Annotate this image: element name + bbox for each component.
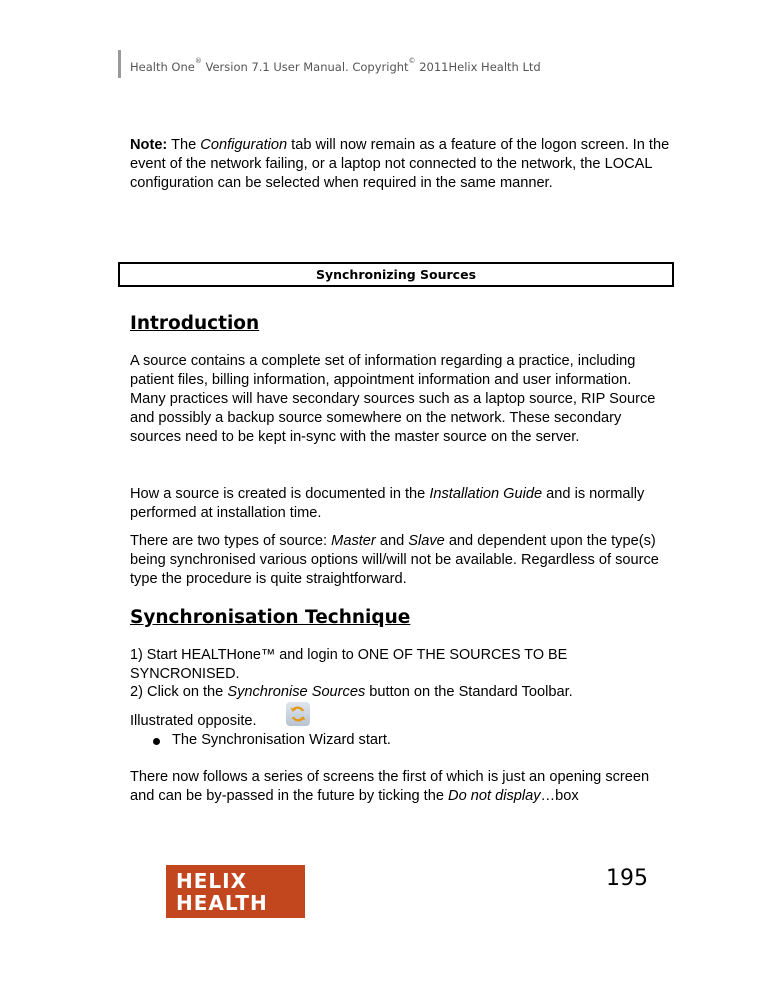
technique-heading: Synchronisation Technique [130,607,411,628]
header-company: 2011Helix Health Ltd [415,60,541,74]
intro-paragraph-2 [130,485,670,523]
closing-ellipsis: … [540,788,556,804]
step-2 [130,683,670,702]
copyright-mark: © [408,57,416,65]
section-title: Synchronizing Sources [315,267,477,282]
sync-arrows-icon [289,705,307,723]
bullet-dot [153,738,160,745]
p2-post: and is normally performed at installation time. [130,486,645,521]
closing-pre: There now follows a series of screens the first of which is just an opening screen and can be by-passed in the future by ticking the [130,769,650,804]
step-2-post: button on the Standard Toolbar. [365,684,573,700]
helix-health-logo [166,865,305,918]
running-header [130,57,541,74]
p2-pre: How a source is created is documented in the [130,486,430,502]
illustrated-text: Illustrated opposite. [130,713,257,729]
section-title-box [118,262,674,287]
note-text-pre: The [167,137,201,153]
page-number: 195 [606,866,648,891]
step-1-text: 1) Start HEALTHone™ and login to ONE OF THE SOURCES TO BE SYNCRONISED. [130,647,568,682]
do-not-display-ref: Do not display [448,788,541,804]
synchronise-sources-icon [286,702,310,726]
intro-paragraph-3 [130,532,670,589]
synchronise-sources-ref: Synchronise Sources [227,684,366,700]
note-paragraph [130,136,670,193]
note-text-post: tab will now remain as a feature of the logon screen. In the event of the network failing, or a laptop not connected to the network, the LOCAL configuration can be selected when required in the same manner. [130,137,670,191]
step-1 [130,646,650,684]
intro-paragraph-1: A source contains a complete set of information regarding a practice, including patient files, billing information, appointment information and user information. Many practices will have secondary sources such as a laptop source, RIP Source and possibly a backup source somewhere on the network. These secondary sources need to be kept in-sync with the master source on the server. [130,353,656,445]
closing-paragraph [130,768,670,806]
note-label: Note: [130,137,168,153]
logo-line-1: HELIX [176,869,248,893]
slave-term: Slave [408,533,445,549]
logo-line-2: HEALTH [176,891,268,915]
bullet-text: The Synchronisation Wizard start. [172,732,391,748]
introduction-heading: Introduction [130,313,260,334]
header-version: Version 7.1 User Manual. Copyright [201,60,409,74]
step-2-pre: 2) Click on the [130,684,228,700]
registered-mark: ® [194,57,202,65]
header-product: Health One [130,60,195,74]
note-emphasis: Configuration [200,137,288,153]
p3-post: and dependent upon the type(s) being synchronised various options will/will not be available. Regardless of source type the procedure is quite straightforward. [130,533,659,587]
closing-post: box [555,788,579,804]
header-rule [118,50,121,78]
master-term: Master [331,533,376,549]
p3-mid: and [375,533,409,549]
installation-guide-ref: Installation Guide [429,486,543,502]
p3-pre: There are two types of source: [130,533,332,549]
